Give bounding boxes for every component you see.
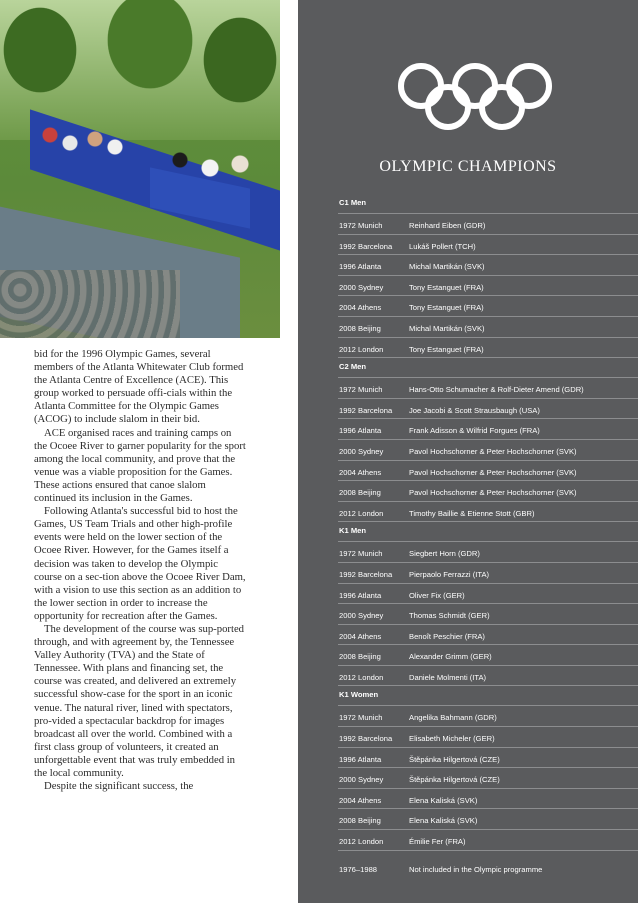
games-year: 2000 Sydney	[339, 446, 384, 456]
champion-name: Frank Adisson & Wilfrid Forgues (FRA)	[409, 426, 540, 436]
champion-name: Tony Estanguet (FRA)	[409, 303, 484, 313]
table-row	[338, 419, 638, 440]
category-name: K1 Men	[339, 526, 367, 536]
body-paragraph: Despite the significant success, the	[44, 780, 194, 793]
champion-name: Émilie Fer (FRA)	[409, 837, 466, 847]
games-year: 2004 Athens	[339, 467, 382, 477]
games-year: 2004 Athens	[339, 631, 382, 641]
champion-name: Timothy Baillie & Etienne Stott (GBR)	[409, 508, 535, 518]
games-year: 1992 Barcelona	[339, 569, 393, 579]
games-year: 1972 Munich	[339, 221, 383, 230]
table-row	[338, 645, 638, 666]
table-row	[338, 809, 638, 830]
table-row	[338, 604, 638, 625]
table-row	[338, 542, 638, 563]
table-footnote	[338, 857, 638, 883]
games-year: 1996 Atlanta	[339, 590, 382, 600]
champion-name: Siegbert Horn (GDR)	[409, 549, 480, 559]
spectators-right	[170, 150, 270, 200]
spectators-left	[40, 125, 130, 185]
games-year: 2008 Beijing	[339, 323, 381, 333]
table-row	[338, 502, 638, 523]
table-row	[338, 399, 638, 420]
champion-name: Elena Kaliská (SVK)	[409, 795, 478, 805]
games-year: 2012 London	[339, 672, 384, 682]
article-body-text	[34, 348, 246, 793]
games-year: 2012 London	[339, 344, 384, 354]
champion-name: Pavol Hochschorner & Peter Hochschorner (SVK)	[409, 446, 577, 456]
panel-title: OLYMPIC CHAMPIONS	[379, 158, 557, 175]
champion-name: Tony Estanguet (FRA)	[409, 282, 484, 292]
games-year: 2004 Athens	[339, 795, 382, 805]
champion-name: Reinhard Eiben (GDR)	[409, 221, 486, 230]
footnote-text: Not included in the Olympic programme	[409, 864, 543, 874]
table-row	[338, 338, 638, 359]
champion-name: Oliver Fix (GER)	[409, 590, 465, 600]
table-row	[338, 830, 638, 851]
table-row	[338, 440, 638, 461]
table-row	[338, 276, 638, 297]
champion-name: Štěpánka Hilgertová (CZE)	[409, 754, 500, 764]
champion-name: Pavol Hochschorner & Peter Hochschorner (SVK)	[409, 467, 577, 477]
champion-name: Elisabeth Micheler (GER)	[409, 734, 495, 744]
table-row	[338, 727, 638, 748]
category-header	[338, 686, 638, 706]
games-year: 2008 Beijing	[339, 488, 381, 498]
games-year: 2008 Beijing	[339, 652, 381, 662]
games-year: 2012 London	[339, 837, 384, 847]
category-header	[338, 522, 638, 542]
champion-name: Michal Martikán (SVK)	[409, 262, 485, 272]
champion-name: Alexander Grimm (GER)	[409, 652, 492, 662]
table-row	[338, 625, 638, 646]
champion-name: Elena Kaliská (SVK)	[409, 816, 478, 826]
table-row	[338, 317, 638, 338]
champion-name: Michal Martikán (SVK)	[409, 323, 485, 333]
table-row	[338, 563, 638, 584]
games-year: 1992 Barcelona	[339, 405, 393, 415]
category-name: C1 Men	[339, 198, 367, 207]
body-paragraph: ACE organised races and training camps on the Ocoee River to garner popularity for the sport among the local community, and prove that the venue was a viable proposition for the Games. These actions ensured that canoe slalom continued its inclusion in the Games.	[34, 426, 246, 505]
champion-name: Lukáš Pollert (TCH)	[409, 241, 476, 251]
category-header	[338, 358, 638, 378]
games-year: 2000 Sydney	[339, 282, 384, 292]
table-row	[338, 461, 638, 482]
table-row	[338, 235, 638, 256]
table-row	[338, 666, 638, 687]
table-row	[338, 481, 638, 502]
games-year: 1972 Munich	[339, 385, 383, 395]
champion-name: Štěpánka Hilgertová (CZE)	[409, 775, 500, 785]
games-year: 2000 Sydney	[339, 611, 384, 621]
category-name: C2 Men	[339, 362, 367, 372]
games-year: 2012 London	[339, 508, 384, 518]
table-row	[338, 584, 638, 605]
champion-name: Pavol Hochschorner & Peter Hochschorner (SVK)	[409, 488, 577, 498]
games-year: 1996 Atlanta	[339, 426, 382, 436]
table-row	[338, 789, 638, 810]
table-row	[338, 296, 638, 317]
body-paragraph: Following Atlanta's successful bid to host the Games, US Team Trials and other high-profile events were held on the lower section of the Ocoee River. However, for the Games itself a decision was taken to develop the Olympic course on a sec-tion above the Ocoee River Dam, with a vision to use this section as an addition to the lower section in order to increase the opportunity for recreation after the Games.	[34, 505, 246, 622]
river-rocks	[0, 270, 180, 338]
olympic-rings-icon	[396, 62, 554, 132]
body-paragraph: bid for the 1996 Olympic Games, several members of the Atlanta Whitewater Club formed the Atlanta Centre of Excellence (ACE). This group worked to persuade offi-cials within the Atlanta Committee for the Olympic Games (ACOG) to include slalom in their bid.	[34, 348, 244, 426]
table-row	[338, 706, 638, 727]
table-row	[338, 255, 638, 276]
champion-name: Hans-Otto Schumacher & Rolf-Dieter Amend (GDR)	[409, 385, 584, 395]
olympic-champions-panel	[298, 0, 638, 903]
footnote-years: 1976–1988	[339, 864, 378, 874]
games-year: 1972 Munich	[339, 713, 383, 723]
table-row	[338, 748, 638, 769]
table-row	[338, 214, 638, 235]
games-year: 1992 Barcelona	[339, 734, 393, 744]
category-name: K1 Women	[339, 690, 379, 700]
games-year: 2004 Athens	[339, 303, 382, 313]
champion-name: Joe Jacobi & Scott Strausbaugh (USA)	[409, 405, 540, 415]
games-year: 1972 Munich	[339, 549, 383, 559]
games-year: 1996 Atlanta	[339, 754, 382, 764]
champion-name: Tony Estanguet (FRA)	[409, 344, 484, 354]
body-paragraph: The development of the course was sup-ported through, and with agreement by, the Tennessee Valley Authority (TVA) and the State of Tennessee. With plans and financing set, the course was created, and delivered an extremely successful show-case for the sport in an iconic venue. The natural river, lined with spectators, pro-vided a spectacular backdrop for images broadcast all over the world. Combined with a first class group of volunteers, it created an unforgettable event that was truly embedded in the local community.	[34, 622, 245, 779]
champion-name: Pierpaolo Ferrazzi (ITA)	[409, 569, 490, 579]
games-year: 1996 Atlanta	[339, 262, 382, 272]
category-header	[338, 194, 638, 214]
slalom-venue-photo	[0, 0, 280, 338]
champion-name: Thomas Schmidt (GER)	[409, 611, 490, 621]
champions-table	[338, 194, 638, 883]
games-year: 2000 Sydney	[339, 775, 384, 785]
table-row	[338, 768, 638, 789]
champion-name: Daniele Molmenti (ITA)	[409, 672, 487, 682]
table-row	[338, 378, 638, 399]
champion-name: Benoît Peschier (FRA)	[409, 631, 485, 641]
games-year: 2008 Beijing	[339, 816, 381, 826]
games-year: 1992 Barcelona	[339, 241, 393, 251]
champion-name: Angelika Bahmann (GDR)	[409, 713, 497, 723]
